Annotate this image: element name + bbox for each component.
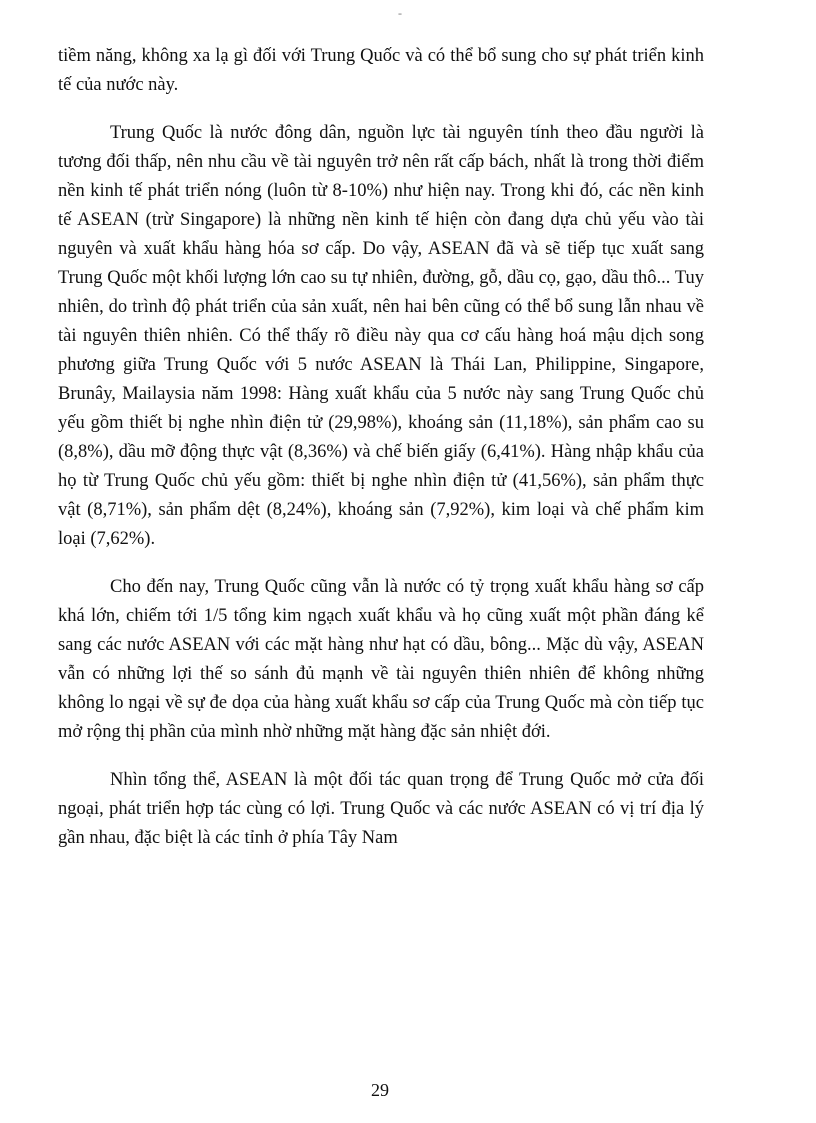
paragraph-overview: Nhìn tổng thể, ASEAN là một đối tác quan trọng để Trung Quốc mở cửa đối ngoại, phát triển hợp tác cùng có lợi. Trung Quốc và các nước ASEAN có vị trí địa lý gần nhau, đặc biệt là các tỉnh ở phía Tây Nam: [58, 770, 704, 848]
paragraph-continuation: tiềm năng, không xa lạ gì đối với Trung Quốc và có thể bổ sung cho sự phát triển kinh tế của nước này.: [58, 46, 704, 95]
page-number: 29: [371, 1080, 389, 1100]
header-mark: -: [398, 6, 402, 20]
paragraph-resources: Trung Quốc là nước đông dân, nguồn lực tài nguyên tính theo đầu người là tương đối thấp, nên nhu cầu về tài nguyên trở nên rất cấp bách, nhất là trong thời điểm nền kinh tế phát triển nóng (luôn từ 8-10%) như hiện nay. Trong khi đó, các nền kinh tế ASEAN (trừ Singapore) là những nền kinh tế hiện còn đang dựa chủ yếu vào tài nguyên và xuất khẩu hàng hóa sơ cấp. Do vậy, ASEAN đã và sẽ tiếp tục xuất sang Trung Quốc một khối lượng lớn cao su tự nhiên, đường, gỗ, dầu cọ, gạo, dầu thô... Tuy nhiên, do trình độ phát triển của sản xuất, nên hai bên cũng có thể bổ sung lẫn nhau về tài nguyên thiên nhiên. Có thể thấy rõ điều này qua cơ cấu hàng hoá mậu dịch song phương giữa Trung Quốc với 5 nước ASEAN là Thái Lan, Philippine, Singapore, Brunây, Mailaysia năm 1998: Hàng xuất khẩu của 5 nước này sang Trung Quốc chủ yếu gồm thiết bị nghe nhìn điện tử (29,98%), khoáng sản (11,18%), sản phẩm cao su (8,8%), dầu mỡ động thực vật (8,36%) và chế biến giấy (6,41%). Hàng nhập khẩu của họ từ Trung Quốc chủ yếu gồm: thiết bị nghe nhìn điện tử (41,56%), sản phẩm thực vật (8,71%), sản phẩm dệt (8,24%), khoáng sản (7,92%), kim loại và chế phẩm kim loại (7,62%).: [58, 123, 704, 549]
body-text: [58, 42, 704, 872]
paragraph-primary-exports: Cho đến nay, Trung Quốc cũng vẫn là nước có tỷ trọng xuất khẩu hàng sơ cấp khá lớn, chiếm tới 1/5 tổng kim ngạch xuất khẩu và họ cũng xuất một phần đáng kể sang các nước ASEAN với các mặt hàng như hạt có dầu, bông... Mặc dù vậy, ASEAN vẫn có những lợi thế so sánh đủ mạnh về tài nguyên thiên nhiên để không những không lo ngại về sự đe dọa của hàng xuất khẩu sơ cấp của Trung Quốc mà còn tiếp tục mở rộng thị phần của mình nhờ những mặt hàng đặc sản nhiệt đới.: [58, 577, 704, 742]
